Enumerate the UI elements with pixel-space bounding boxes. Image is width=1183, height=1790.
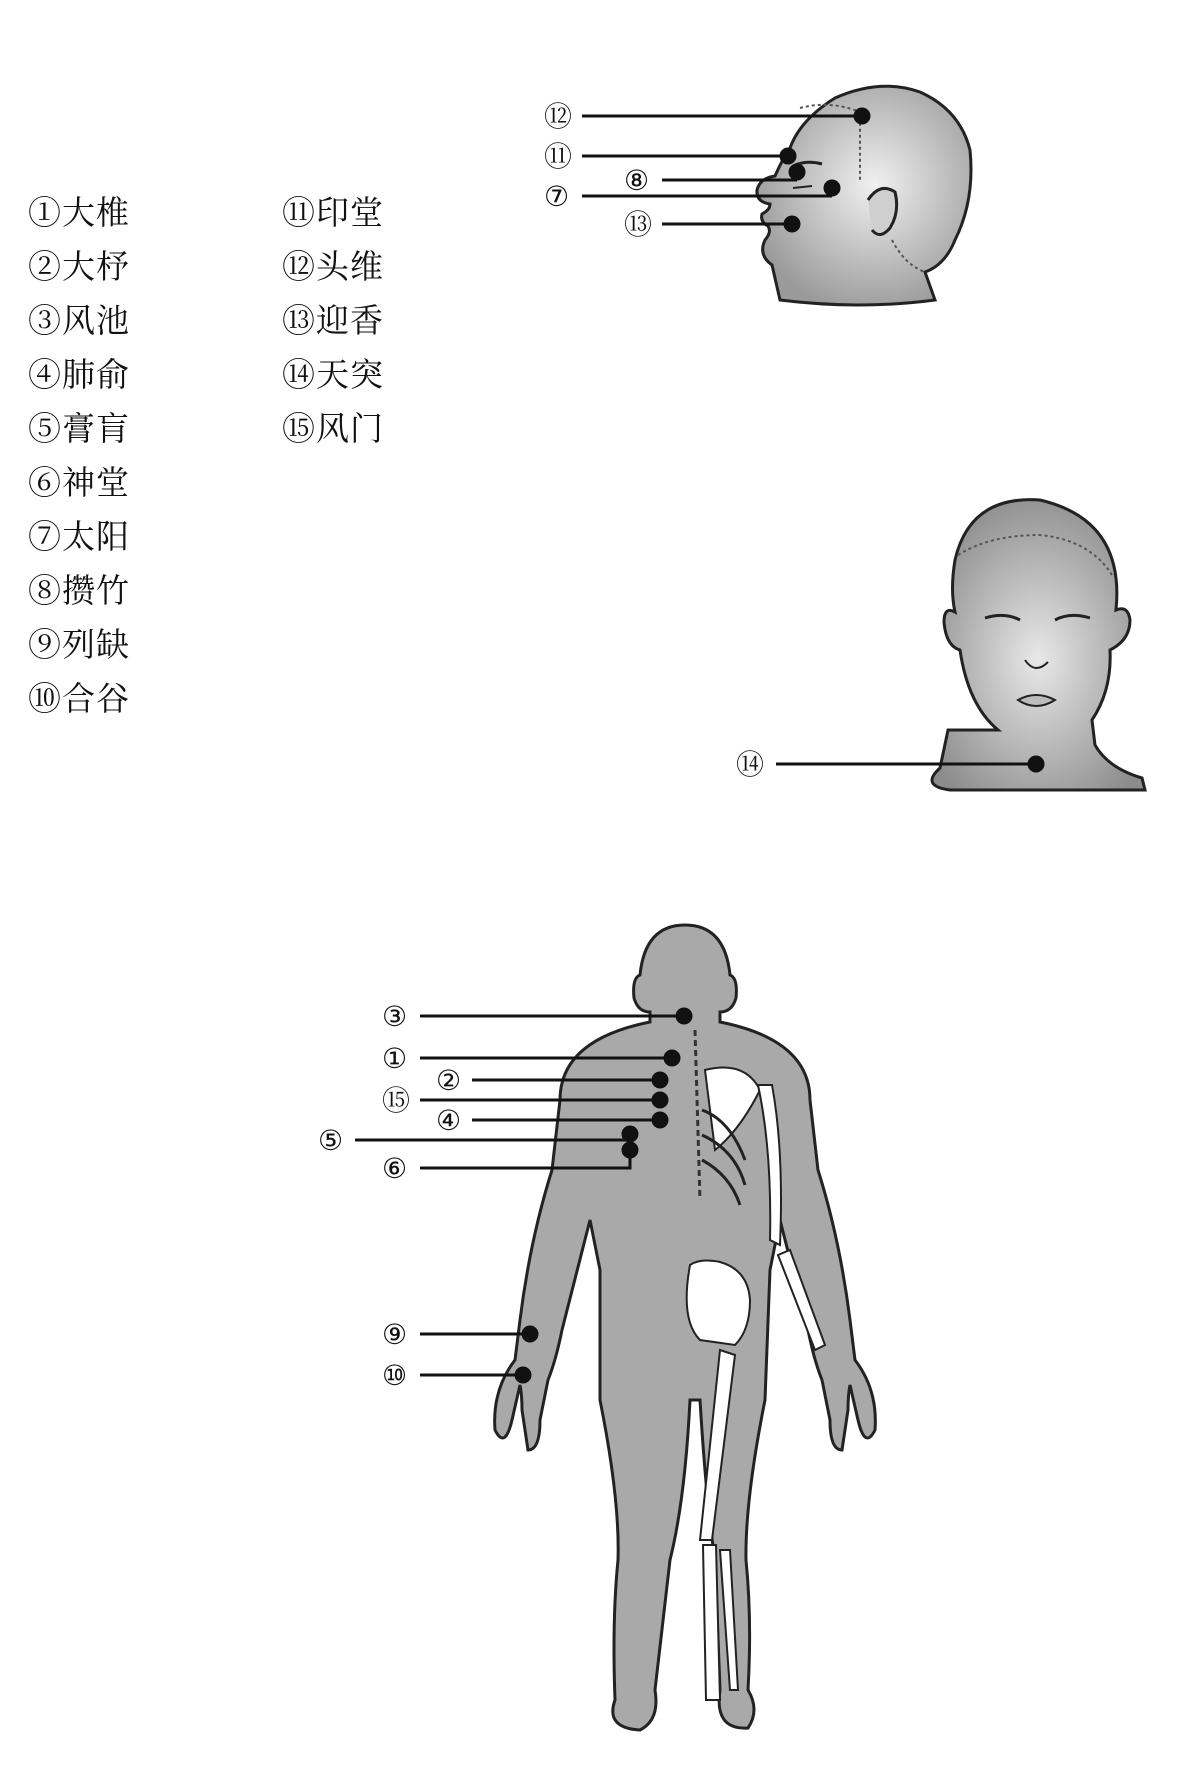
front-head-markers xyxy=(736,748,764,781)
legend-item: ④肺俞 xyxy=(28,355,130,394)
legend-item: ⑫头维 xyxy=(282,247,384,286)
point-marker: ⑪ xyxy=(544,140,573,173)
point-marker: ② xyxy=(436,1064,462,1097)
point-marker: ⑧ xyxy=(624,164,650,197)
side-head-markers xyxy=(544,100,652,241)
legend-item: ⑭天突 xyxy=(282,355,384,394)
legend-item: ⑬迎香 xyxy=(282,301,384,340)
legend-item: ⑪印堂 xyxy=(282,193,384,232)
point-marker: ⑬ xyxy=(624,208,653,241)
legend-item: ⑦太阳 xyxy=(28,517,130,556)
point-marker: ⑦ xyxy=(544,180,570,213)
back-body-illustration xyxy=(495,925,876,1730)
legend-item: ⑧攒竹 xyxy=(28,571,130,610)
point-marker: ⑮ xyxy=(382,1084,411,1117)
front-head-illustration xyxy=(932,500,1145,790)
legend-item: ⑩合谷 xyxy=(28,679,130,718)
legend-item: ②大杼 xyxy=(28,247,130,286)
point-marker: ④ xyxy=(436,1104,462,1137)
legend-item: ⑥神堂 xyxy=(28,463,130,502)
point-marker: ⑫ xyxy=(544,100,573,133)
point-marker: ⑨ xyxy=(382,1318,408,1351)
point-marker: ⑤ xyxy=(318,1124,344,1157)
legend-item: ③风池 xyxy=(28,301,130,340)
point-marker: ⑭ xyxy=(736,748,765,781)
legend-item: ⑨列缺 xyxy=(28,625,130,664)
point-marker: ⑩ xyxy=(382,1359,408,1392)
point-marker: ③ xyxy=(382,1000,408,1033)
point-marker: ⑥ xyxy=(382,1152,408,1185)
legend-item: ⑤膏肓 xyxy=(28,409,130,448)
legend-item: ①大椎 xyxy=(28,193,130,232)
point-marker: ① xyxy=(382,1042,408,1075)
legend-item: ⑮风门 xyxy=(282,409,384,448)
